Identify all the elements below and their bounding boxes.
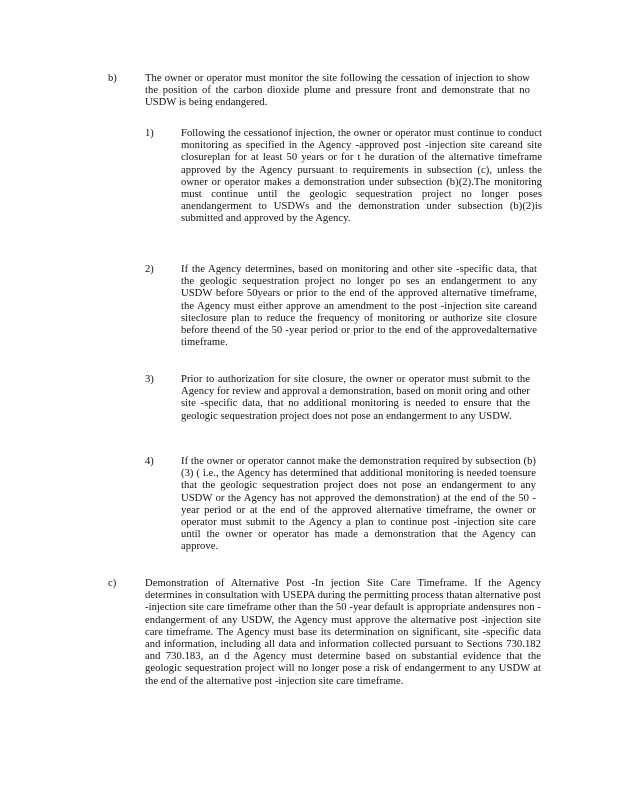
subsection-b2-label: 2) [145,264,154,275]
subsection-b1-label: 1) [145,128,154,139]
subsection-b4-label: 4) [145,456,154,467]
subsection-b3-label: 3) [145,374,154,385]
section-c-label: c) [108,578,117,589]
section-c-text: Demonstration of Alternative Post -In jection Site Care Timeframe. If the Agency determines in consultation with USEPA during the permitting process thatan alternative post -injection site care timeframe other than the 50 -year default is appropriate andensures non -endangerment of any USDW, the Agency must approve the alternative post -injection site care timeframe. The Agency must base its determination on significant, site -specific data and information, including all data and information collected pursuant to Sections 730.182 and 730.183, an d the Agency must determine based on substantial evidence that the geologic sequestration project will no longer pose a risk of endangerment to any USDW at the end of the alternative post -injection site care timeframe. [145,578,541,687]
subsection-b2-text: If the Agency determines, based on monitoring and other site -specific data, that the geologic sequestration project no longer po ses an endangerment to any USDW before 50years or prior to the end of the approved alternative timeframe, the Agency must either approve an amendment to the post -injection site careand siteclosure plan to reduce the frequency of monitoring or authorize site closure before theend of the 50 -year period or prior to the end of the approvedalternative timeframe. [181,264,537,349]
section-b-label: b) [108,73,117,84]
subsection-b1-text: Following the cessationof injection, the owner or operator must continue to conduct monitoring as specified in the Agency -approved post -injection site careand site closureplan for at least 50 years or for t he duration of the alternative timeframe approved by the Agency pursuant to requirements in subsection (c), unless the owner or operator makes a demonstration under subsection (b)(2).The monitoring must continue until the geologic sequestration project no longer poses anendangerment to USDWs and the demonstration under subsection (b)(2)is submitted and approved by the Agency. [181,128,542,225]
subsection-b4-text: If the owner or operator cannot make the demonstration required by subsection (b)(3) ( i.e., the Agency has determined that additional monitoring is needed toensure that the geologic sequestration project does not pose an endangerment to any USDW or the Agency has not approved the demonstration) at the end of the 50 -year period or at the end of the approved alternative timeframe, the owner or operator must submit to the Agency a plan to continue post -injection site care until the owner or operator has made a demonstration that the Agency can approve. [181,456,536,553]
subsection-b3-text: Prior to authorization for site closure, the owner or operator must submit to the Agency for review and approval a demonstration, based on monit oring and other site -specific data, that no additional monitoring is needed to ensure that the geologic sequestration project does not pose an endangerment to any USDW. [181,374,530,422]
section-b-text: The owner or operator must monitor the site following the cessation of injection to show the position of the carbon dioxide plume and pressure front and demonstrate that no USDW is being endangered. [145,73,530,109]
